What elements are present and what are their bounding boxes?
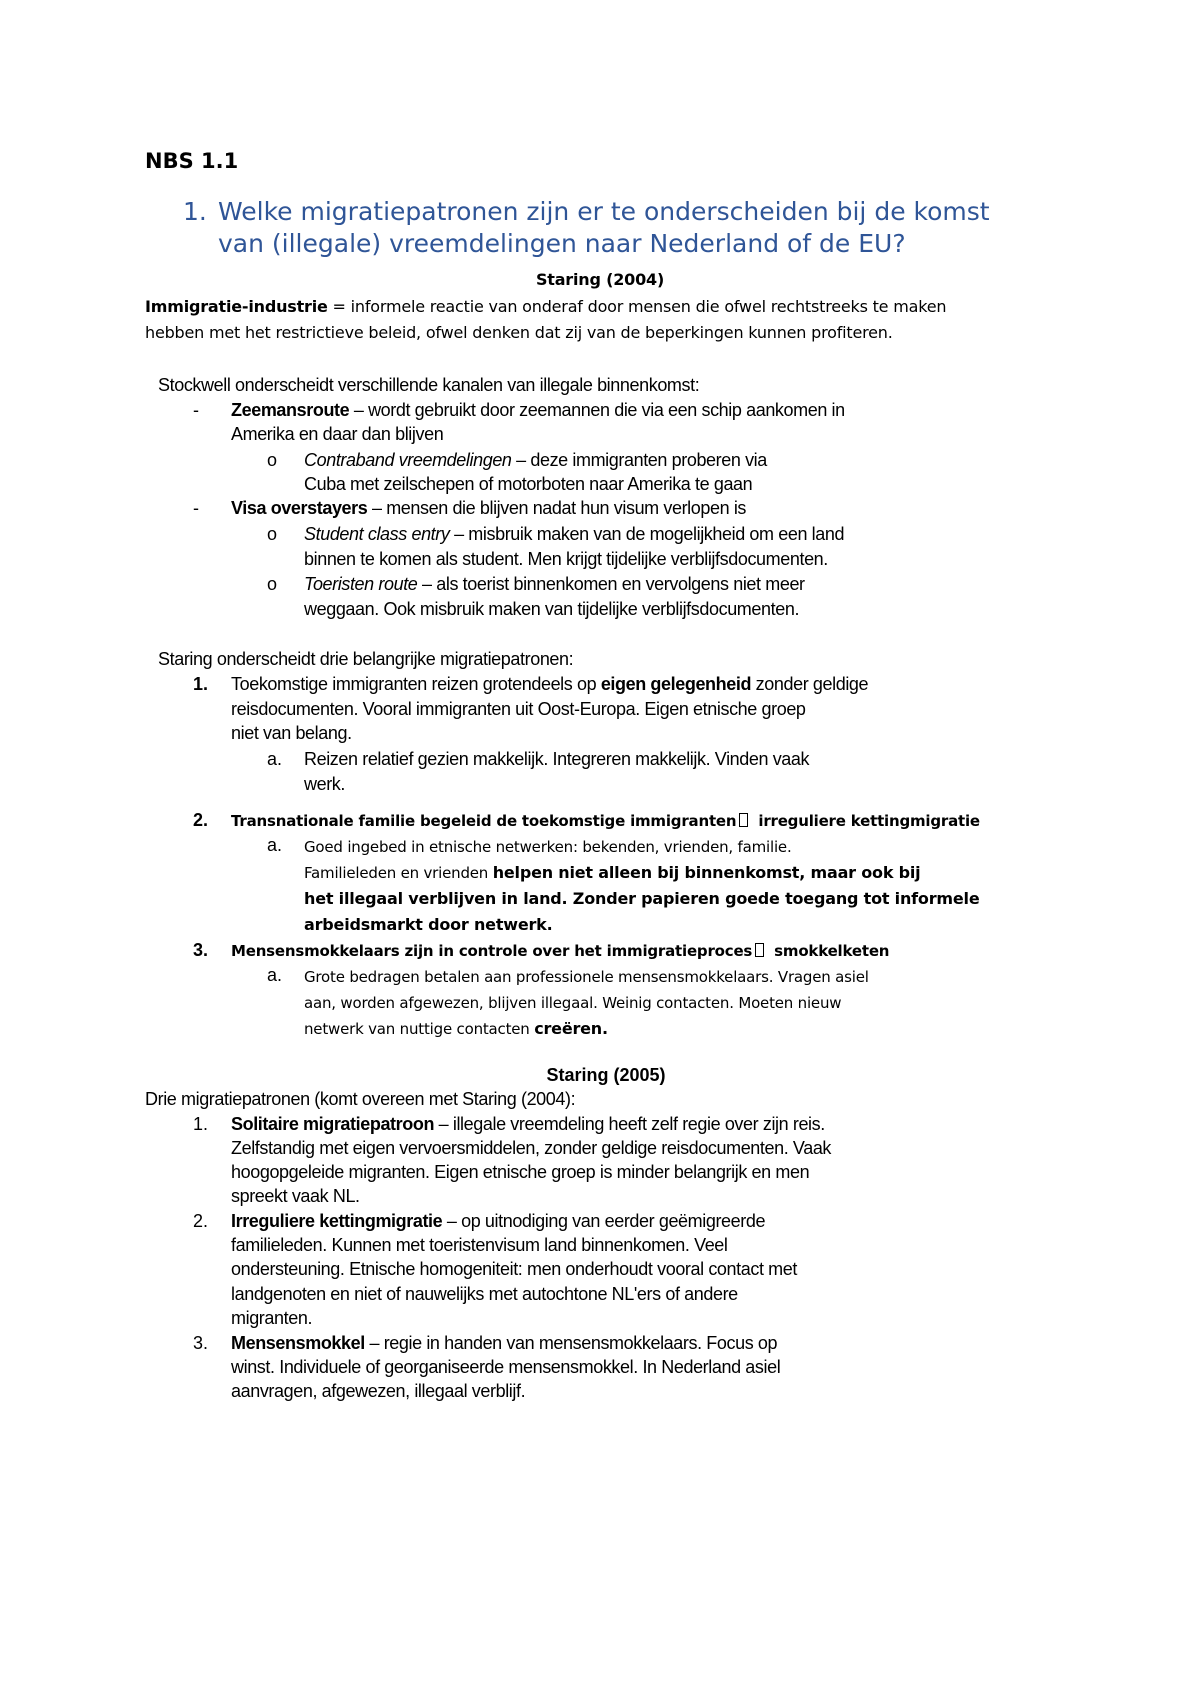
stockwell-intro: Stockwell onderscheidt verschillende kanalen van illegale binnenkomst:	[158, 375, 700, 395]
item-1-line-4: spreekt vaak NL.	[231, 1186, 360, 1206]
list-number: 1.	[193, 1114, 209, 1134]
staring-patterns-intro: Staring onderscheidt drie belangrijke migratiepatronen:	[158, 649, 574, 669]
pattern-1-text: Toekomstige immigranten reizen grotendeels op	[231, 674, 601, 694]
item-2-text: – op uitnodiging van eerder geëmigreerde	[442, 1211, 766, 1231]
pattern-2-line	[231, 810, 980, 832]
pattern-2a-line-2	[304, 862, 920, 884]
contraband-line-2: Cuba met zeilschepen of motorboten naar Amerika te gaan	[304, 474, 753, 494]
item-1-line-3: hoogopgeleide migranten. Eigen etnische groep is minder belangrijk en men	[231, 1162, 810, 1182]
item-3-line-2: winst. Individuele of georganiseerde mensensmokkel. In Nederland asiel	[231, 1357, 781, 1377]
toeristen-route-line-1	[304, 573, 805, 595]
dash-bullet: -	[193, 498, 199, 518]
toeristen-route-term: Toeristen route	[304, 574, 418, 594]
question-line-1: Welke migratiepatronen zijn er te onderscheiden bij de komst	[218, 197, 990, 226]
arrow-placeholder-icon	[755, 943, 764, 957]
pattern-2a-line-1: Goed ingebed in etnische netwerken: bekenden, vrienden, familie.	[304, 838, 792, 856]
pattern-3a-line-1: Grote bedragen betalen aan professionele mensensmokkelaars. Vragen asiel	[304, 968, 869, 986]
list-number: 3.	[193, 1333, 209, 1353]
o-bullet: o	[267, 524, 278, 544]
pattern-2a-line-3: het illegaal verblijven in land. Zonder papieren goede toegang tot informele	[304, 889, 980, 908]
pattern-1-line-1	[231, 673, 868, 695]
sub-letter: a.	[267, 835, 283, 855]
zeemansroute-text: – wordt gebruikt door zeemannen die via een schip aankomen in	[349, 400, 845, 420]
item-2-line-5: migranten.	[231, 1308, 313, 1328]
arrow-placeholder-icon	[739, 813, 748, 827]
item-2-line-3: ondersteuning. Etnische homogeniteit: men onderhoudt vooral contact met	[231, 1259, 797, 1279]
pattern-3-line	[231, 940, 889, 962]
pattern-1a-line-1: Reizen relatief gezien makkelijk. Integreren makkelijk. Vinden vaak	[304, 749, 810, 769]
definition-term: Immigratie-industrie	[145, 297, 328, 316]
list-number: 1.	[193, 674, 209, 694]
visa-overstayers-text: – mensen die blijven nadat hun visum verlopen is	[367, 498, 747, 518]
question-line-2: van (illegale) vreemdelingen naar Nederland of de EU?	[218, 229, 906, 258]
pattern-1-line-2: reisdocumenten. Vooral immigranten uit Oost-Europa. Eigen etnische groep	[231, 699, 806, 719]
zeemansroute-term: Zeemansroute	[231, 400, 350, 420]
heading-staring-2005: Staring (2005)	[546, 1065, 666, 1085]
o-bullet: o	[267, 574, 278, 594]
definition-text: = informele reactie van onderaf door mensen die ofwel rechtstreeks te maken	[327, 297, 947, 316]
pattern-3-result: smokkelketen	[774, 942, 890, 960]
item-3-term: Mensensmokkel	[231, 1333, 365, 1353]
contraband-term: Contraband vreemdelingen	[304, 450, 512, 470]
pattern-3a-emphasis: creëren.	[534, 1019, 608, 1038]
item-1-line-2: Zelfstandig met eigen vervoersmiddelen, zonder geldige reisdocumenten. Vaak	[231, 1138, 832, 1158]
item-1-line-1	[231, 1113, 825, 1135]
pattern-2-text: Transnationale familie begeleid de toekomstige immigranten	[231, 812, 737, 830]
pattern-2a-text: Familieleden en vrienden	[304, 864, 493, 882]
pattern-2-result: irreguliere kettingmigratie	[758, 812, 980, 830]
item-1-text: – illegale vreemdeling heeft zelf regie over zijn reis.	[434, 1114, 825, 1134]
toeristen-route-text: – als toerist binnenkomen en vervolgens niet meer	[417, 574, 805, 594]
item-2-line-2: familieleden. Kunnen met toeristenvisum land binnenkomen. Veel	[231, 1235, 728, 1255]
document-title: NBS 1.1	[145, 149, 239, 173]
student-entry-line-2: binnen te komen als student. Men krijgt tijdelijke verblijfsdocumenten.	[304, 549, 828, 569]
item-2-line-4: landgenoten en niet of nauwelijks met autochtone NL'ers of andere	[231, 1284, 738, 1304]
visa-overstayers-term: Visa overstayers	[231, 498, 368, 518]
item-2-line-1	[231, 1210, 765, 1232]
contraband-text: – deze immigranten proberen via	[511, 450, 767, 470]
pattern-3-text: Mensensmokkelaars zijn in controle over het immigratieproces	[231, 942, 753, 960]
pattern-1-text-end: zonder geldige	[751, 674, 869, 694]
visa-overstayers-line	[231, 497, 746, 519]
item-2-term: Irreguliere kettingmigratie	[231, 1211, 443, 1231]
pattern-2a-emphasis: helpen niet alleen bij binnenkomst, maar ook bij	[492, 863, 921, 882]
list-number: 3.	[193, 940, 209, 960]
pattern-3a-text: netwerk van nuttige contacten	[304, 1020, 535, 1038]
student-entry-text: – misbruik maken van de mogelijkheid om een land	[449, 524, 845, 544]
question-number: 1.	[183, 197, 207, 226]
pattern-2a-line-4: arbeidsmarkt door netwerk.	[304, 915, 553, 934]
toeristen-route-line-2: weggaan. Ook misbruik maken van tijdelijke verblijfsdocumenten.	[304, 599, 800, 619]
item-1-term: Solitaire migratiepatroon	[231, 1114, 435, 1134]
contraband-line-1	[304, 449, 767, 471]
zeemansroute-line-2: Amerika en daar dan blijven	[231, 424, 444, 444]
item-3-line-1	[231, 1332, 777, 1354]
list-number: 2.	[193, 810, 209, 830]
pattern-3a-line-3	[304, 1018, 608, 1040]
sub-letter: a.	[267, 749, 283, 769]
item-3-text: – regie in handen van mensensmokkelaars. Focus op	[364, 1333, 778, 1353]
pattern-3a-line-2: aan, worden afgewezen, blijven illegaal. Weinig contacten. Moeten nieuw	[304, 994, 842, 1012]
definition-line-2: hebben met het restrictieve beleid, ofwel denken dat zij van de beperkingen kunnen profiteren.	[145, 323, 893, 342]
definition-line-1	[145, 296, 946, 318]
pattern-1a-line-2: werk.	[304, 774, 346, 794]
student-entry-line-1	[304, 523, 844, 545]
pattern-1-emphasis: eigen gelegenheid	[600, 674, 752, 694]
item-3-line-3: aanvragen, afgewezen, illegaal verblijf.	[231, 1381, 526, 1401]
heading-staring-2004: Staring (2004)	[535, 270, 665, 289]
o-bullet: o	[267, 450, 278, 470]
pattern-1-line-3: niet van belang.	[231, 723, 352, 743]
sub-letter: a.	[267, 965, 283, 985]
student-entry-term: Student class entry	[304, 524, 450, 544]
list-number: 2.	[193, 1211, 209, 1231]
dash-bullet: -	[193, 400, 199, 420]
staring-2005-intro: Drie migratiepatronen (komt overeen met Staring (2004):	[145, 1089, 576, 1109]
zeemansroute-line-1	[231, 399, 845, 421]
